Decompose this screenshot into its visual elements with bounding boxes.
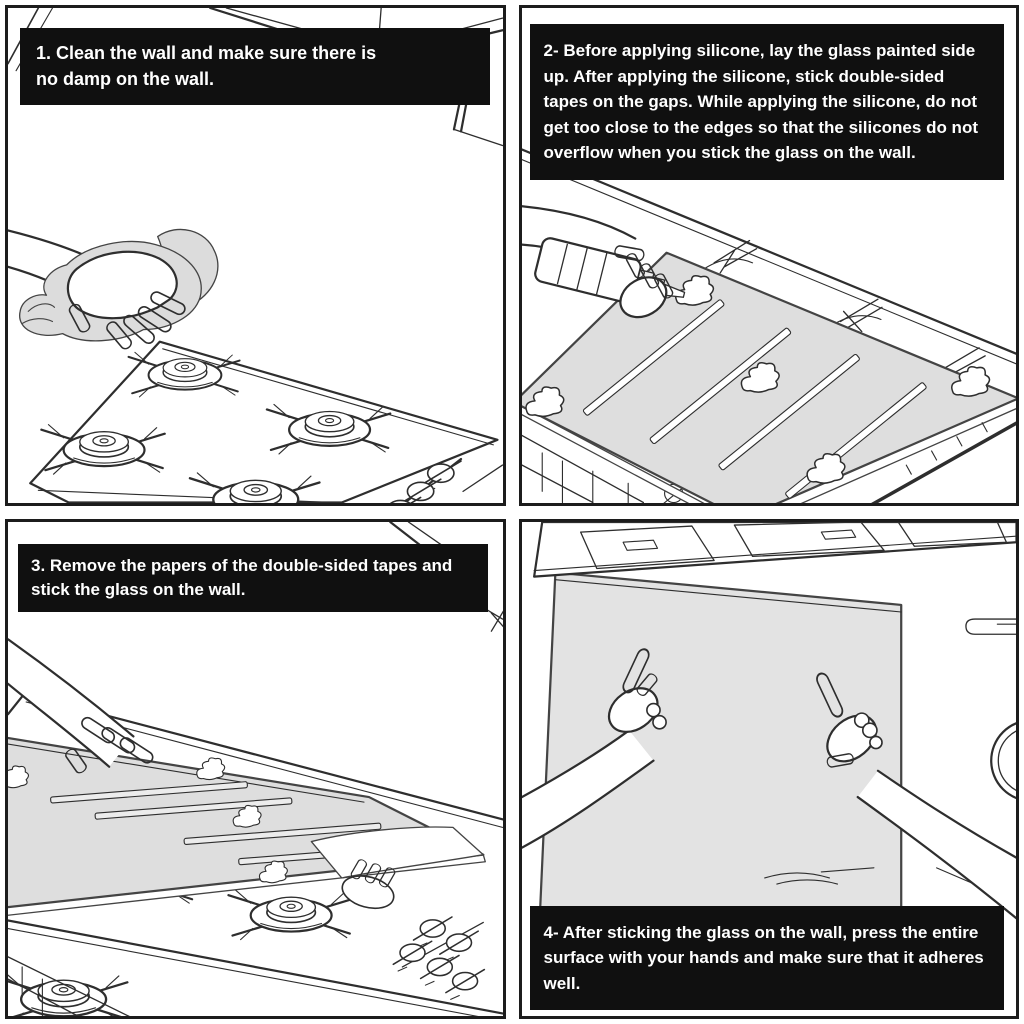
step-3-text: 3. Remove the papers of the double-sided tapes and stick the glass on the wall.: [31, 555, 453, 599]
step-1-caption: [20, 28, 490, 105]
step-3-caption: [18, 544, 488, 612]
wall-bracket: [965, 619, 1016, 634]
panel-step-2: [519, 5, 1020, 506]
step-4-caption: [530, 906, 1004, 1011]
step-2-caption: [530, 24, 1004, 180]
step-4-text: 4- After sticking the glass on the wall, press the entire surface with your hands and make sure that it adheres well.: [543, 922, 984, 993]
step-2-text: 2- Before applying silicone, lay the glass painted side up. After applying the silicone, stick double-sided tapes on the gaps. While applying the silicone, do not get too close to the edges so that the silicones do not overflow when you stick the glass on the wall.: [543, 41, 978, 162]
bowl: [991, 720, 1016, 801]
cooktop: [30, 342, 502, 503]
step-1-text: 1. Clean the wall and make sure there is no damp on the wall.: [36, 43, 377, 89]
hand-with-cloth: [8, 229, 218, 350]
panel-step-1: [5, 5, 506, 506]
panel-step-4: [519, 519, 1020, 1020]
panel-step-3: [5, 519, 506, 1020]
range-hood: [534, 522, 1016, 577]
